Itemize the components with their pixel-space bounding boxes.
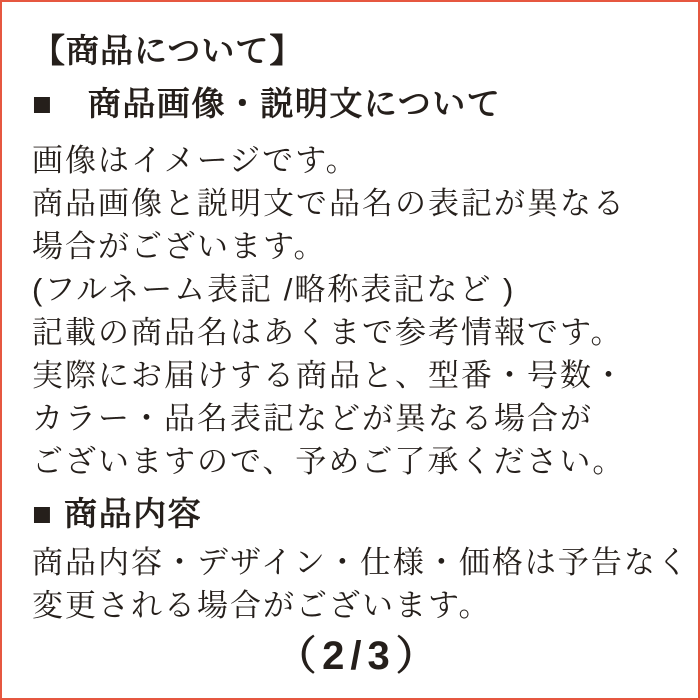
notice-line: 場合がございます。 xyxy=(32,229,327,264)
notice-line: 商品画像と説明文で品名の表記が異なる xyxy=(32,186,626,221)
section-body-product-contents xyxy=(32,541,690,627)
notice-content xyxy=(2,2,698,679)
notice-line: 画像はイメージです。 xyxy=(32,143,359,178)
section-heading-product-contents: ■ 商品内容 xyxy=(32,495,203,532)
notice-line: (フルネーム表記 /略称表記など ) xyxy=(32,272,516,307)
section-body-image-description xyxy=(32,139,686,483)
page-indicator: （2/3） xyxy=(276,634,442,678)
notice-line: カラー・品名表記などが異なる場合が xyxy=(32,401,593,436)
notice-line: 記載の商品名はあくまで参考情報です。 xyxy=(32,315,624,350)
section-heading-image-description: ■ 商品画像・説明文について xyxy=(32,85,502,122)
notice-line: 商品内容・デザイン・仕様・価格は予告なく xyxy=(32,545,690,580)
notice-line: 変更される場合がございます。 xyxy=(32,588,492,623)
notice-line: 実際にお届けする商品と、型番・号数・ xyxy=(32,358,626,393)
notice-line: ございますので、予めご了承ください。 xyxy=(32,444,626,479)
page-title: 【商品について】 xyxy=(32,32,304,69)
